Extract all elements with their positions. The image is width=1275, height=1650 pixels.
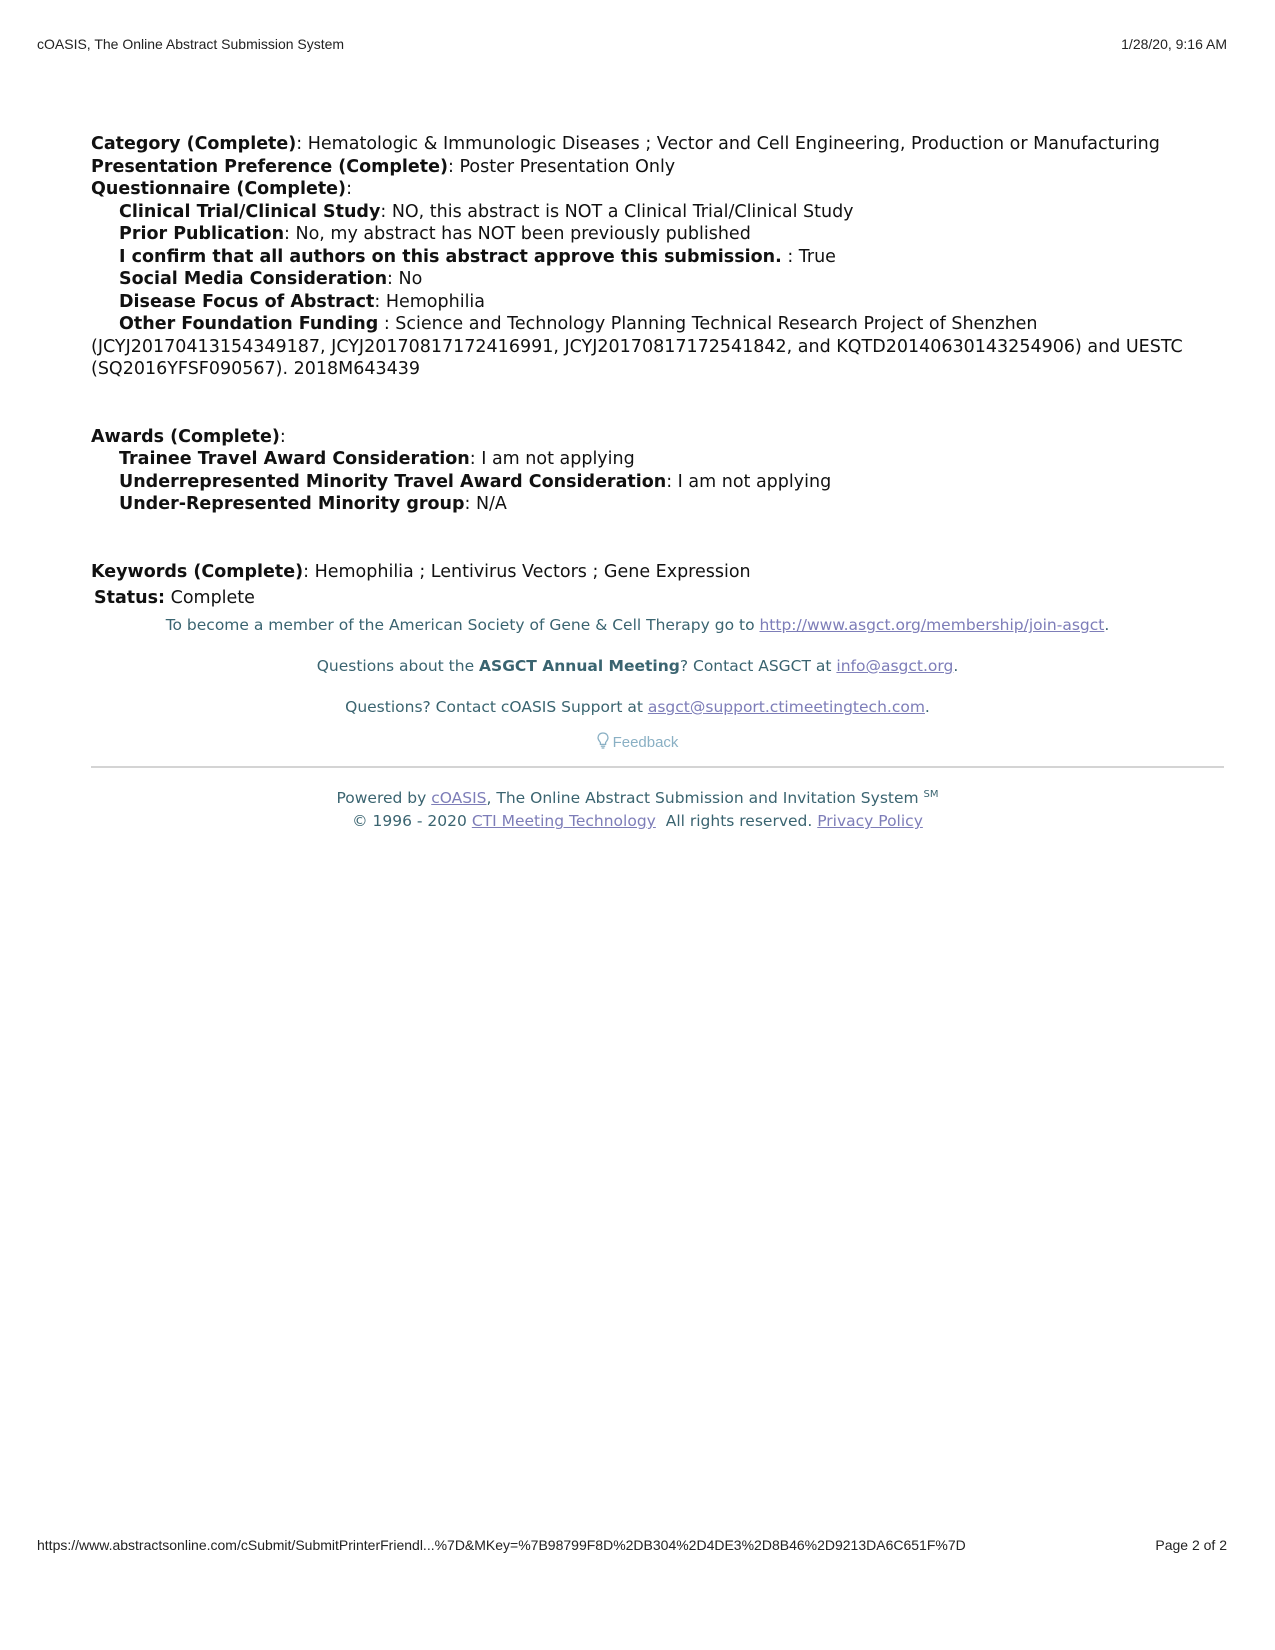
awards-row: [91, 426, 1221, 449]
questionnaire-item-value: : No: [387, 269, 423, 289]
print-footer-url: https://www.abstractsonline.com/cSubmit/SubmitPrinterFriendl...%7D&MKey=%7B98799F8D%2DB304%2D4DE3%2D8B46%2D9213DA6C651F%7D: [37, 1537, 966, 1553]
award-item-value: : N/A: [464, 494, 507, 514]
print-header-datetime: 1/28/20, 9:16 AM: [1121, 36, 1227, 52]
questionnaire-item-disease-focus: [91, 291, 1221, 314]
asgct-questions-line: [0, 657, 1275, 675]
feedback-button[interactable]: [0, 732, 1275, 751]
membership-link[interactable]: http://www.asgct.org/membership/join-asgct: [759, 616, 1105, 634]
support-period: .: [924, 698, 930, 716]
coasis-link[interactable]: cOASIS: [431, 789, 487, 808]
membership-text: To become a member of the American Society of Gene & Cell Therapy go to: [165, 616, 760, 634]
copyright-text: © 1996 - 2020: [352, 812, 472, 831]
membership-line: [0, 616, 1275, 634]
questionnaire-item-funding: [91, 313, 1221, 336]
powered-prefix: Powered by: [336, 789, 432, 808]
asgct-period: .: [953, 657, 959, 675]
questions-prefix: Questions about the: [316, 657, 480, 675]
status-value: Complete: [165, 588, 255, 608]
questionnaire-item-value: : Hemophilia: [374, 291, 486, 312]
questionnaire-item-label: Prior Publication: [119, 224, 285, 244]
footer-links: [0, 616, 1275, 716]
feedback-label: Feedback: [612, 734, 679, 751]
membership-period: .: [1104, 616, 1110, 634]
support-line: [0, 698, 1275, 716]
questionnaire-item-value: : NO, this abstract is NOT a Clinical Trial/Clinical Study: [380, 201, 854, 222]
copyright-line: [0, 810, 1275, 833]
funding-label: Other Foundation Funding: [119, 314, 379, 334]
award-item-label: Under-Represented Minority group: [119, 494, 465, 514]
award-item-minority-group: [91, 493, 1221, 516]
questionnaire-row: [91, 178, 1221, 201]
category-value: : Hematologic & Immunologic Diseases ; Vector and Cell Engineering, Production or Manufacturing: [296, 134, 1160, 154]
questionnaire-item-label: Social Media Consideration: [119, 269, 388, 289]
awards-label: Awards (Complete): [91, 426, 280, 447]
funding-continuation: (JCYJ20170413154349187, JCYJ20170817172416991, JCYJ20170817172541842, and KQTD20140630143254906) and UESTC: [91, 336, 1183, 357]
questionnaire-item-authors-confirm: [91, 246, 1221, 269]
questionnaire-item-social-media: [91, 268, 1221, 291]
funding-value: : Science and Technology Planning Technical Research Project of Shenzhen: [378, 314, 1038, 334]
questionnaire-item-label: Disease Focus of Abstract: [119, 291, 375, 312]
questionnaire-label: Questionnaire (Complete): [91, 179, 347, 199]
category-row: [91, 133, 1221, 156]
meeting-name: ASGCT Annual Meeting: [479, 657, 680, 675]
questionnaire-item-clinical-trial: [91, 201, 1221, 224]
presentation-value: : Poster Presentation Only: [448, 156, 676, 177]
award-item-label: Underrepresented Minority Travel Award Consideration: [119, 471, 667, 492]
cti-link[interactable]: CTI Meeting Technology: [471, 812, 656, 831]
questionnaire-item-label: Clinical Trial/Clinical Study: [119, 201, 381, 222]
asgct-email-link[interactable]: info@asgct.org: [836, 657, 954, 675]
presentation-row: [91, 156, 1221, 179]
questionnaire-item-value: : True: [781, 246, 836, 267]
award-item-minority-travel: [91, 471, 1221, 494]
print-header-title: cOASIS, The Online Abstract Submission System: [37, 36, 345, 52]
award-item-label: Trainee Travel Award Consideration: [119, 449, 470, 469]
status-row: [91, 587, 1221, 610]
privacy-policy-link[interactable]: Privacy Policy: [817, 812, 923, 831]
award-item-value: : I am not applying: [469, 449, 635, 469]
category-label: Category (Complete): [91, 134, 297, 154]
keywords-label: Keywords (Complete): [91, 561, 304, 582]
powered-suffix: , The Online Abstract Submission and Invitation System: [486, 789, 924, 808]
abstract-summary: [91, 133, 1221, 610]
keywords-value: : Hemophilia ; Lentivirus Vectors ; Gene Expression: [303, 561, 751, 582]
rights-text: All rights reserved.: [655, 812, 818, 831]
award-item-value: : I am not applying: [666, 471, 832, 492]
questionnaire-item-label: I confirm that all authors on this abstract approve this submission.: [119, 246, 782, 267]
questionnaire-colon: :: [346, 179, 352, 199]
keywords-row: [91, 561, 1221, 584]
lightbulb-icon: [597, 732, 609, 749]
powered-line: [0, 783, 1275, 810]
support-prefix: Questions? Contact cOASIS Support at: [345, 698, 648, 716]
print-footer-page: Page 2 of 2: [1155, 1537, 1227, 1553]
questionnaire-item-prior-publication: [91, 223, 1221, 246]
funding-continuation: (SQ2016YFSF090567). 2018M643439: [91, 359, 421, 379]
status-label: Status:: [94, 588, 166, 608]
divider: [91, 766, 1224, 768]
print-footer: [37, 1537, 1227, 1553]
powered-by: [0, 783, 1275, 833]
presentation-label: Presentation Preference (Complete): [91, 156, 449, 177]
awards-colon: :: [279, 426, 286, 447]
support-email-link[interactable]: asgct@support.ctimeetingtech.com: [647, 698, 925, 716]
questionnaire-item-value: : No, my abstract has NOT been previously published: [284, 224, 751, 244]
print-header: [37, 36, 1227, 52]
award-item-trainee-travel: [91, 448, 1221, 471]
service-mark: SM: [923, 789, 939, 800]
questions-mid: ? Contact ASGCT at: [679, 657, 837, 675]
